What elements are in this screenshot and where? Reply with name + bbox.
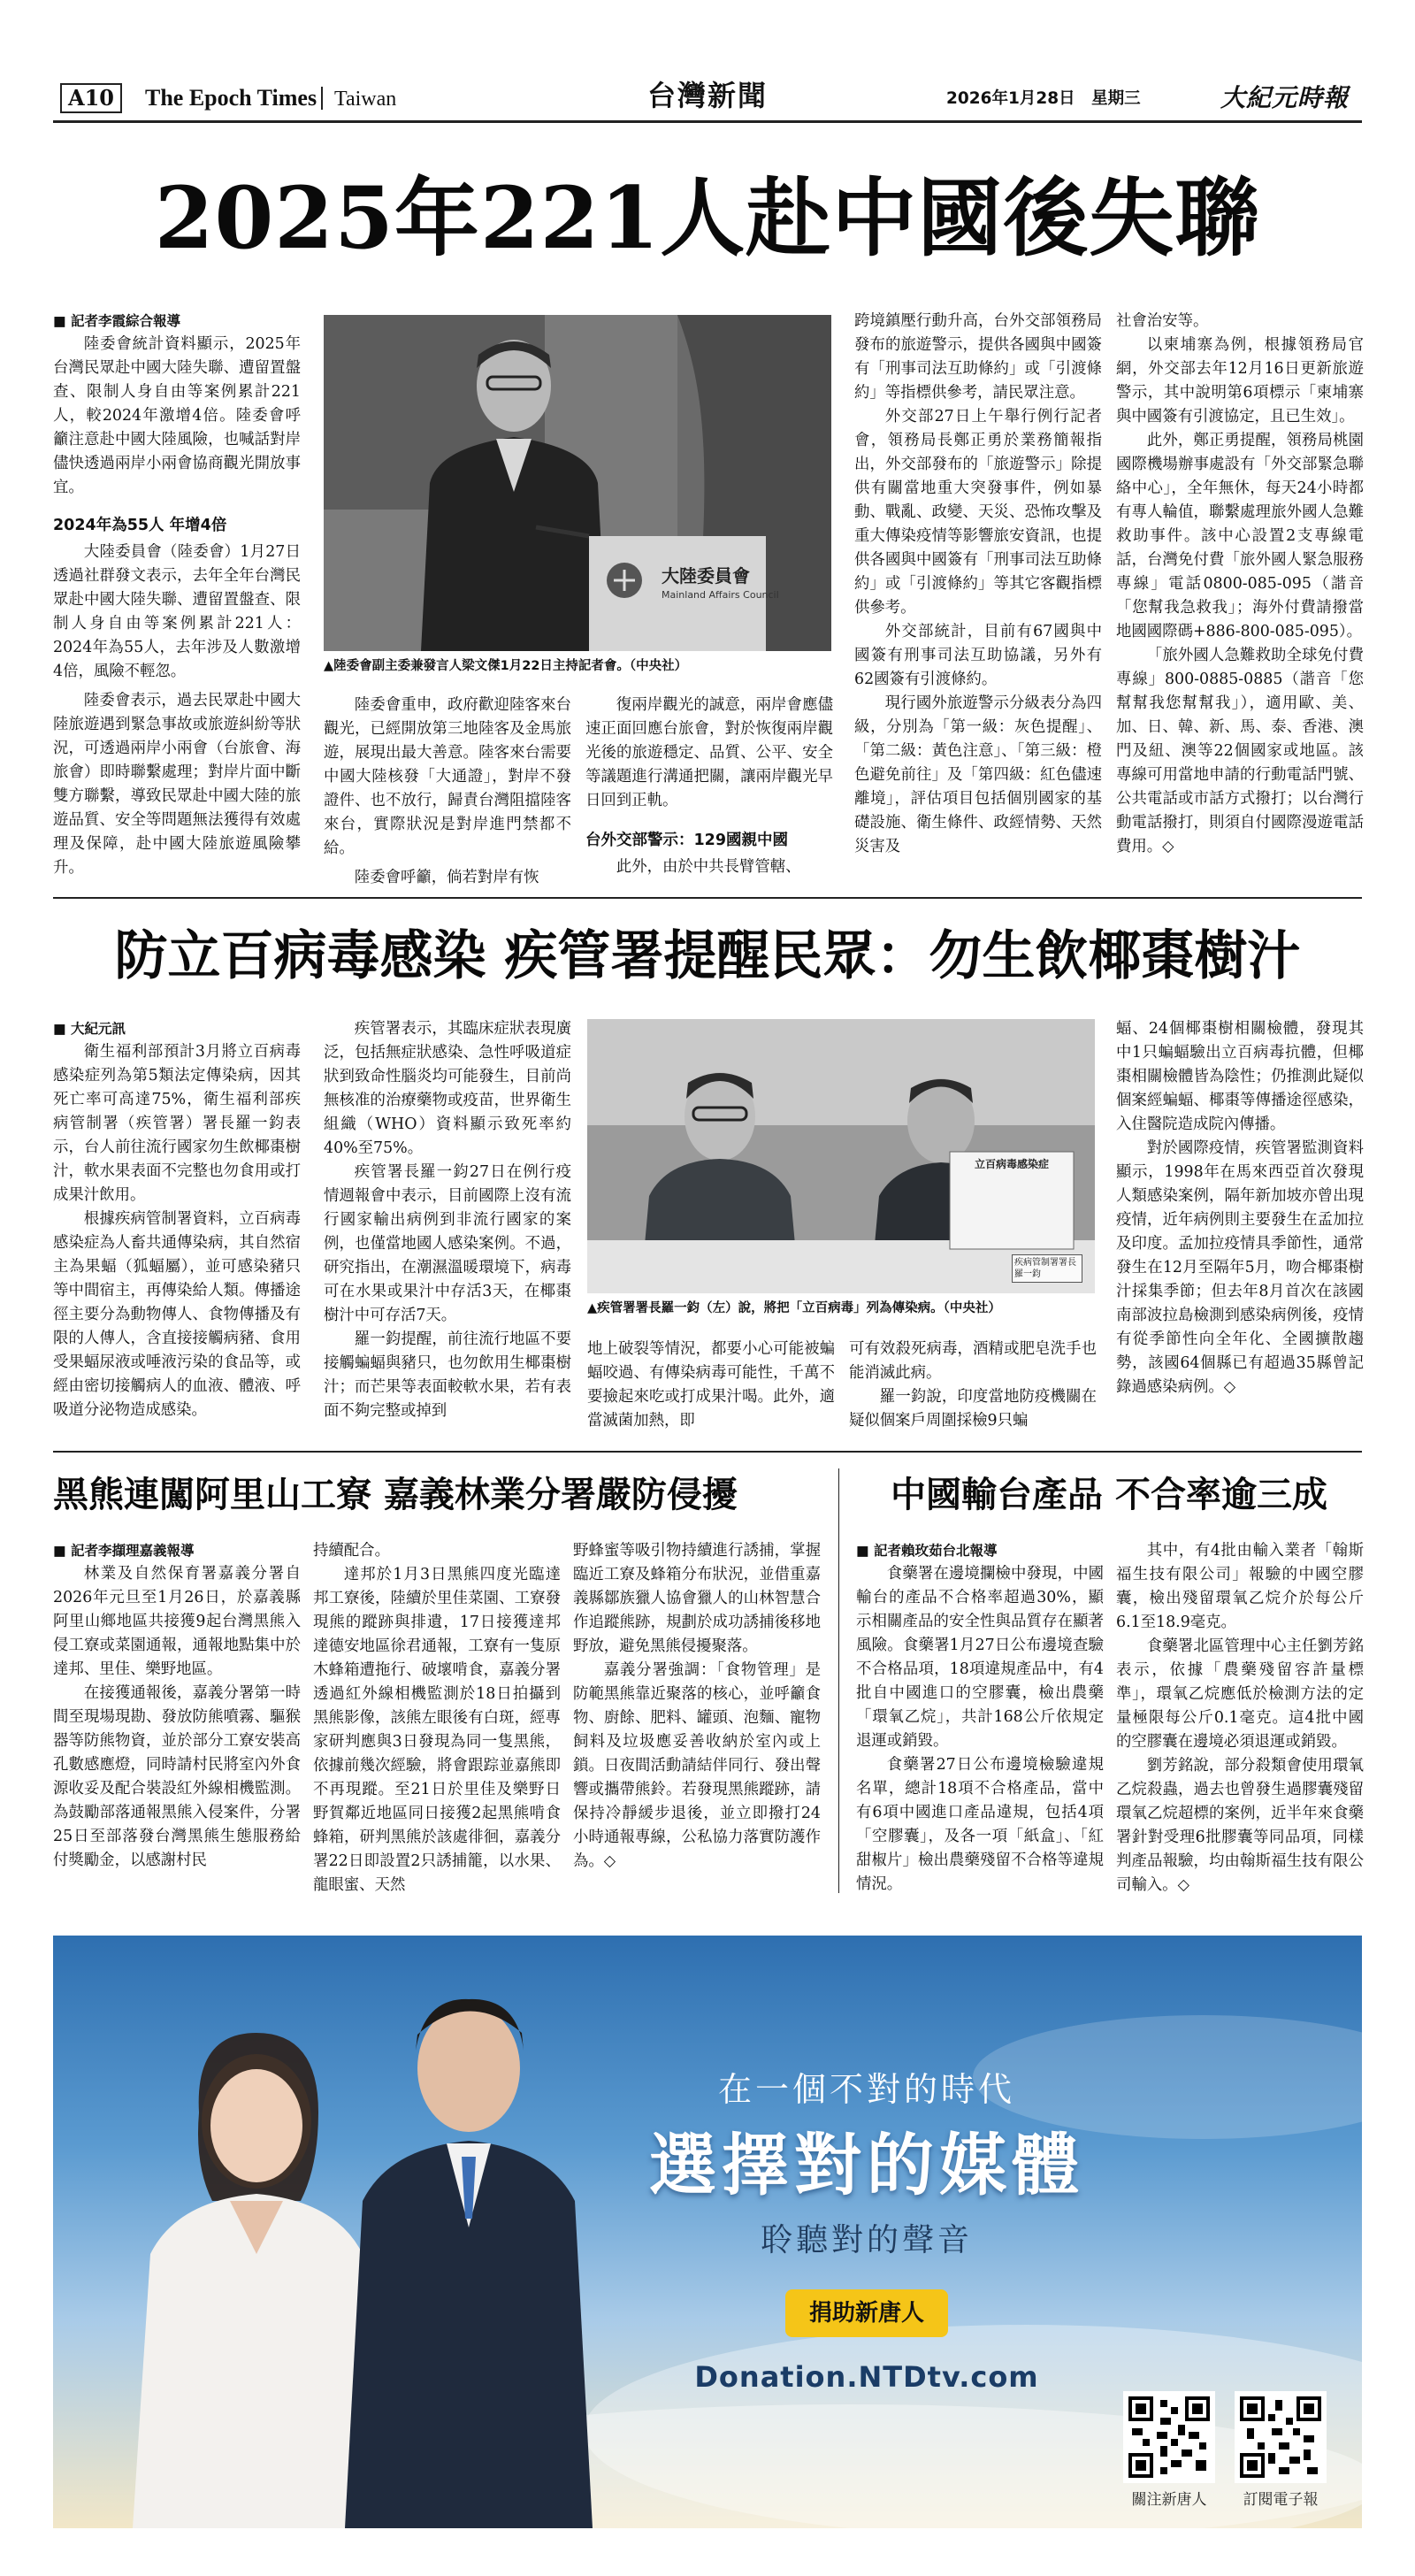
headline-2: 防立百病毒感染 疾管署提醒民眾：勿生飲椰棗樹汁 <box>114 925 1301 987</box>
byline: ■ 大紀元訊 <box>53 1021 126 1037</box>
a2-col5 <box>1116 1017 1364 1399</box>
paragraph: 現行國外旅遊警示分級表分為四級，分別為「第一級：灰色提醒」、「第二級：黃色注意」、「第三級：橙色避免前往」及「第四級：紅色儘速離境」，評估項目包括個別國家的基礎設施、衛生條件、政經情勢、天然災害及 <box>854 694 1102 855</box>
a1-col5 <box>1116 310 1364 859</box>
a1-col1 <box>53 310 301 880</box>
paragraph: 陸委會重申，政府歡迎陸客來台觀光，已經開放第三地陸客及金馬旅遊，展現出最大善意。陸客來台需要中國大陸核發「大通證」，對岸不發證件、也不放行，歸責台灣阻擋陸客來台，實際狀況是對岸進門禁都不給。 <box>324 696 571 857</box>
newspaper-logo: 大紀元時報 <box>1220 83 1350 112</box>
byline: ■ 記者賴玫茹台北報導 <box>856 1543 998 1559</box>
byline: ■ 記者李霞綜合報導 <box>53 313 181 329</box>
paragraph: 以柬埔寨為例，根據領務局官網，外交部去年12月16日更新旅遊警示，其中說明第6項標示「柬埔寨與中國簽有引渡協定，且已生效」。 <box>1116 336 1364 426</box>
paragraph: 陸委會呼籲，倘若對岸有恢 <box>354 869 539 886</box>
advertisement <box>53 1936 1362 2528</box>
region: Taiwan <box>334 88 397 111</box>
a1-col4 <box>854 310 1102 859</box>
qr-label-ntd: 關注新唐人 <box>1131 2491 1207 2509</box>
section-divider <box>53 1451 1362 1453</box>
paragraph: 林業及自然保育署嘉義分署自2026年元旦至1月26日，於嘉義縣阿里山鄉地區共接獲9起台灣黑熊入侵工寮或菜園通報，通報地點集中於達邦、里佳、樂野地區。 <box>53 1565 301 1678</box>
ad-tagline-1: 在一個不對的時代 <box>717 2070 1015 2109</box>
byline: ■ 記者李擷理嘉義報導 <box>53 1543 195 1559</box>
photo-illustration <box>587 1019 1095 1293</box>
subheading: 台外交部警示：129國親中國 <box>585 832 789 849</box>
a1-col2 <box>324 694 571 890</box>
a4-col2 <box>1116 1539 1364 1898</box>
paragraph: 外交部27日上午舉行例行記者會，領務局長鄭正勇於業務簡報指出，外交部發布的「旅遊警示」除提供有關當地重大突發事件，例如暴動、戰亂、政變、天災、恐怖攻擊及重大傳染疫情等影響旅安資訊，也提供各國與中國簽有「刑事司法互助條約」或「引渡條約」等其它客觀指標供參考。 <box>854 408 1102 617</box>
paragraph: 蝠、24個椰棗樹相關檢體，發現其中1只蝙蝠驗出立百病毒抗體，但椰棗相關檢體皆為陰性；仍推測此疑似個案經蝙蝠、椰棗等傳播途徑感染，入住醫院造成院內傳播。 <box>1116 1020 1364 1133</box>
a2-col4 <box>849 1338 1097 1433</box>
a2-col1 <box>53 1017 301 1422</box>
ad-tagline-3: 聆聽對的聲音 <box>760 2222 973 2258</box>
paragraph: 劉芳銘說，部分殺類會使用環氧乙烷殺蟲，過去也曾發生過膠囊殘留環氧乙烷超標的案例，近半年來食藥署針對受理6批膠囊等同品項，同樣判產品報驗，均由翰斯福生技有限公司輸入。◇ <box>1116 1757 1364 1894</box>
qr-icon <box>1240 2396 1321 2478</box>
paragraph: 外交部統計，目前有67國與中國簽有刑事司法互助協議，另外有62國簽有引渡條約。 <box>854 623 1102 688</box>
paragraph: 食藥署27日公布邊境檢驗違規名單，總計18項不合格產品，當中有6項中國進口產品違規，包括4項「空膠囊」，及各一項「紙盒」、「紅甜椒片」檢出農藥殘留不合格等違規情況。 <box>856 1756 1104 1893</box>
column-divider <box>838 1468 839 1893</box>
paragraph: 食藥署在邊境攔檢中發現，中國輸台的產品不合格率超過30%，顯示相關產品的安全性與品質存在顯著風險。食藥署1月27日公布邊境查驗不合格品項，18項違規產品中，有4批自中國進口的空膠囊，檢出農藥「環氧乙烷」，共計168公斤依規定退運或銷毀。 <box>856 1565 1104 1750</box>
board-title: 立百病毒感染症 <box>974 1158 1049 1170</box>
headline-1: 2025年221人赴中國後失聯 <box>154 168 1261 268</box>
ad-tagline-2: 選擇對的媒體 <box>649 2126 1084 2204</box>
paragraph: 地上破裂等情況，都要小心可能被蝙蝠咬過、有傳染病毒可能性，千萬不要撿起來吃或打成果汁喝。此外，適當滅菌加熱，即 <box>587 1340 835 1430</box>
paragraph: 此外，鄭正勇提醒，領務局桃園國際機場辦事處設有「外交部緊急聯絡中心」，全年無休，每天24小時都有專人輪值，聯繫處理旅外國人急難救助事件。該中心設置2支專線電話，台灣免付費「旅外國人緊急服務專線」電話0800-085-095（諧音「您幫我急救我」；海外付費請撥當地國國際碼+886-800-085-095）。 <box>1116 432 1364 640</box>
masthead <box>53 76 1362 120</box>
paragraph: 衛生福利部預計3月將立百病毒感染症列為第5類法定傳染病，因其死亡率可高達75%，衛生福利部疾病管制署（疾管署）署長羅一鈞表示，台人前往流行國家勿生飲椰棗樹汁，軟水果表面不完整也勿食用或打成果汁飲用。 <box>53 1043 301 1204</box>
paragraph: 在接獲通報後，嘉義分署第一時間至現場現勘、發放防熊噴霧、驅猴器等防熊物資，並於部分工寮安裝高孔數感應燈，同時請村民將室內外食源收妥及配合裝設紅外線相機監測。為鼓勵部落通報黑熊入侵案件，分署25日至部落發台灣黑熊生態服務給付獎勵金，以感謝村民 <box>53 1684 301 1869</box>
paragraph: 持續配合。 <box>313 1542 390 1560</box>
paragraph: 陸委會表示，過去民眾赴中國大陸旅遊遇到緊急事故或旅遊糾紛等狀況，可透過兩岸小兩會（台旅會、海旅會）即時聯繫處理；對岸片面中斷雙方聯繫，導致民眾赴中國大陸的旅遊品質、安全等問題無法獲得有效處理及保障，赴中國大陸旅遊風險攀升。 <box>53 692 301 877</box>
photo-caption: ▲陸委會副主委兼發言人梁文傑1月22日主持記者會。（中央社） <box>324 659 688 673</box>
photo-caption: ▲疾管署署長羅一鈞（左）說，將把「立百病毒」列為傳染病。（中央社） <box>587 1301 1001 1315</box>
section-divider <box>53 897 1362 899</box>
lead-paragraph: 陸委會統計資料顯示，2025年台灣民眾赴中國大陸失聯、遭留置盤查、限制人身自由等案例累計221人，較2024年激增4倍。陸委會呼籲注意赴中國大陸風險，也喊話對岸儘快透過兩岸小兩會協商觀光開放事宜。 <box>53 335 301 496</box>
paragraph: 羅一鈞說，印度當地防疫機關在疑似個案戶周圍採檢9只蝙 <box>849 1388 1097 1430</box>
subheading: 2024年為55人 年增4倍 <box>53 517 227 534</box>
donation-url[interactable]: Donation.NTDtv.com <box>694 2360 1039 2394</box>
paper-name: The Epoch Times <box>145 85 317 111</box>
masthead-rule <box>53 120 1362 123</box>
photo-cdc-press <box>587 1019 1095 1293</box>
a2-col2 <box>324 1017 571 1423</box>
paragraph: 野蜂蜜等吸引物持續進行誘捕，掌握臨近工寮及蜂箱分布狀況，並借重嘉義縣鄒族獵人協會獵人的山林智慧合作追蹤熊跡，規劃於成功誘捕後移地野放，避免黑熊侵擾聚落。 <box>573 1542 821 1655</box>
paragraph: 疾管署表示，其臨床症狀表現廣泛，包括無症狀感染、急性呼吸道症狀到致命性腦炎均可能發生，目前尚無核准的治療藥物或疫苗，世界衛生組織（WHO）資料顯示致死率約40%至75%。 <box>324 1020 571 1157</box>
paragraph: 「旅外國人急難救助全球免付費專線」800-0885-0885（諧音「您幫幫我您幫幫我」），適用歐、美、加、日、韓、新、馬、泰、香港、澳門及紐、澳等22個國家或地區。該專線可用當地申請的行動電話門號、公共電話或市話方式撥打；以台灣行動電話撥打，則須自付國際漫遊電話費用。◇ <box>1116 647 1364 855</box>
paragraph: 可有效殺死病毒，酒精或肥皂洗手也能消滅此病。 <box>849 1340 1097 1382</box>
qr-icon <box>1128 2396 1210 2478</box>
qr-code-newsletter[interactable] <box>1235 2391 1327 2483</box>
a2-col3 <box>587 1338 835 1433</box>
headline-3: 黑熊連闖阿里山工寮 嘉義林業分署嚴防侵擾 <box>53 1474 738 1515</box>
paragraph: 其中，有4批由輸入業者「翰斯福生技有限公司」報驗的中國空膠囊，檢出殘留環氧乙烷介於每公斤6.1至18.9毫克。 <box>1116 1542 1364 1631</box>
a3-col3 <box>573 1539 821 1874</box>
photo-mac-spokesman <box>324 315 831 651</box>
a3-col2 <box>313 1539 561 1898</box>
paragraph: 大陸委員會（陸委會）1月27日透過社群發文表示，去年全年台灣民眾赴中國大陸失聯、遭留置盤查、限制人身自由等案例累計221人：2024年為55人，去年涉及人數激增4倍，風險不輕忽。 <box>53 543 301 680</box>
paragraph: 羅一鈞提醒，前往流行地區不要接觸蝙蝠與豬只，也勿飲用生椰棗樹汁；而芒果等表面較軟水果，若有表面不夠完整或掉到 <box>324 1330 571 1420</box>
paragraph: 跨境鎮壓行動升高，台外交部領務局發布的旅遊警示，提供各國與中國簽有「刑事司法互助條約」或「引渡條約」等指標供參考，請民眾注意。 <box>854 312 1102 402</box>
paragraph: 疾管署長羅一鈞27日在例行疫情週報會中表示，目前國際上沒有流行國家輸出病例到非流行國家的案例，也僅當地國人感染案例。不過，研究指出，在潮濕溫暖環境下，病毒可在水果或果汁中存活3天，在椰棗樹汁中可存活7天。 <box>324 1163 571 1324</box>
paragraph: 食藥署北區管理中心主任劉芳銘表示，依據「農藥殘留容許量標準」，環氧乙烷應低於檢測方法的定量極限每公斤0.1毫克。這4批中國的空膠囊在邊境必須退運或銷毀。 <box>1116 1637 1364 1751</box>
paragraph: 此外，由於中共長臂管轄、 <box>616 858 801 876</box>
a3-col1 <box>53 1539 301 1873</box>
paragraph: 社會治安等。 <box>1116 312 1209 330</box>
paragraph: 復兩岸觀光的誠意，兩岸會應儘速正面回應台旅會，對於恢復兩岸觀光後的旅遊穩定、品質、公平、安全等議題進行溝通把關，讓兩岸觀光早日回到正軌。 <box>585 696 833 809</box>
paragraph: 嘉義分署強調：「食物管理」是防範黑熊靠近聚落的核心，並呼籲食物、廚餘、肥料、罐頭、泡麵、寵物飼料及垃圾應妥善收納於室內或上鎖。日夜間活動請結伴同行、發出聲響或攜帶熊鈴。若發現黑熊蹤跡，請保持冷靜緩步退後，並立即撥打24小時通報專線，公私協力落實防護作為。◇ <box>573 1661 821 1870</box>
donate-button[interactable]: 捐助新唐人 <box>785 2289 948 2337</box>
a4-col1 <box>856 1539 1104 1897</box>
nameplate: 疾病管制署署長 羅一鈞 <box>1012 1254 1082 1283</box>
paragraph: 對於國際疫情，疾管署監測資料顯示，1998年在馬來西亞首次發現人類感染案例，隔年新加坡亦曾出現疫情，近年病例則主要發生在孟加拉及印度。孟加拉疫情具季節性，通常發生在12月至隔年5月，吻合椰棗樹汁採集季節；但去年8月首次在該國南部波拉島檢測到感染病例後，疫情有從季節性向全年化、全國擴散趨勢，該國64個縣已有超過35縣曾記錄過感染病例。◇ <box>1116 1139 1364 1396</box>
podium-label-en: Mainland Affairs Council <box>662 589 779 601</box>
masthead-divider <box>321 87 323 110</box>
qr-code-ntd[interactable] <box>1123 2391 1215 2483</box>
paragraph: 根據疾病管制署資料，立百病毒感染症為人畜共通傳染病，其自然宿主為果蝠（狐蝠屬），並可感染豬只等中間宿主，再傳染給人類。傳播途徑主要分為動物傳人、食物傳播及有限的人傳人，含直接接觸病豬、食用受果蝠尿液或唾液污染的食品等，或經由密切接觸病人的血液、體液、呼吸道分泌物造成感染。 <box>53 1210 301 1419</box>
issue-date: 2026年1月28日 星期三 <box>946 89 1141 108</box>
podium-label: 大陸委員會 <box>662 565 750 586</box>
paragraph: 達邦於1月3日黑熊四度光臨達邦工寮後，陸續於里佳菜園、工寮發現熊的蹤跡與排遺，17日接獲達邦達德安地區徐君通報，工寮有一隻原木蜂箱遭拖行、破壞啃食，嘉義分署透過紅外線相機監測於18日拍攝到黑熊影像，該熊左眼後有白斑，經專家研判應與3日發現為同一隻黑熊，依據前幾次經驗，將會跟踪並嘉熊即不再現蹤。至21日於里佳及樂野日野賀鄰近地區同日接獲2起黑熊啃食蜂箱，研判黑熊於該處徘徊，嘉義分署22日即設置2只誘捕籠，以水果、龍眼蜜、天然 <box>313 1566 561 1894</box>
qr-label-newsletter: 訂閱電子報 <box>1243 2491 1319 2509</box>
a1-col3 <box>585 694 833 879</box>
headline-4: 中國輸台產品 不合率逾三成 <box>891 1474 1327 1515</box>
page-number: A10 <box>60 83 122 113</box>
section-title: 台灣新聞 <box>646 79 768 112</box>
